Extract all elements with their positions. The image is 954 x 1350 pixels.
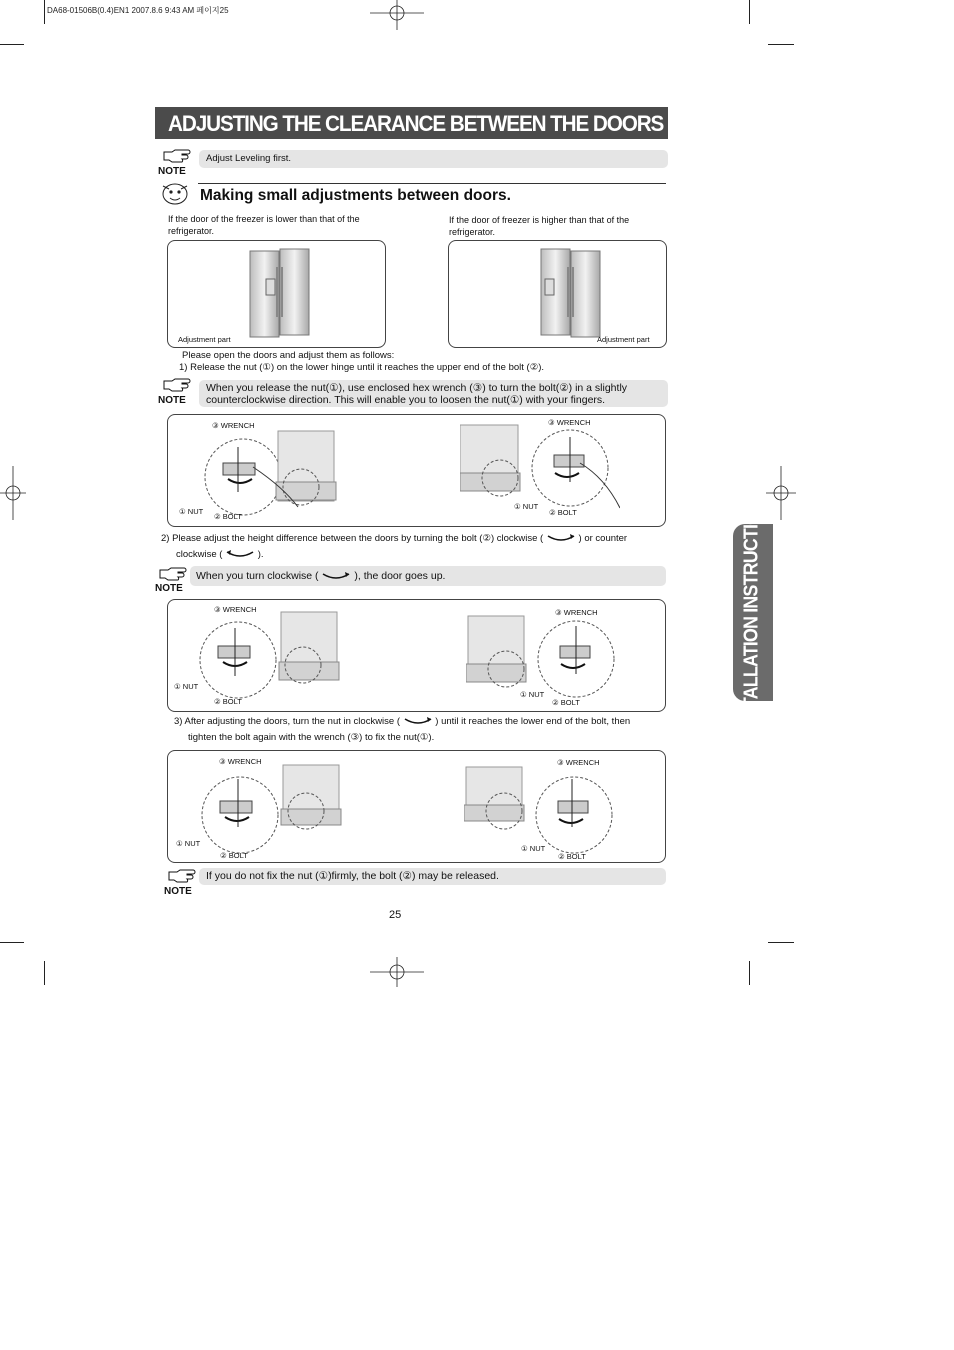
pointing-hand-icon — [167, 868, 197, 884]
bolt-label: ② BOLT — [220, 851, 248, 860]
clockwise-arrow-icon — [403, 716, 433, 726]
refrigerator-illustration — [246, 247, 312, 341]
nut-label: ① NUT — [176, 839, 201, 848]
figure-adjust-bolt — [167, 599, 666, 712]
adjustment-part-label: Adjustment part — [597, 335, 650, 344]
step-3-text-b: ) until it reaches the lower end of the bolt, then — [435, 716, 631, 727]
step-2-line2 — [176, 549, 264, 560]
mascot-icon — [158, 180, 192, 208]
crop-mark — [749, 0, 750, 24]
note-text: If you do not fix the nut (①)firmly, the bolt (②) may be released. — [206, 870, 499, 882]
crop-mark — [0, 942, 24, 943]
wrench-label: ③ WRENCH — [214, 605, 257, 614]
note-text — [196, 570, 445, 582]
bolt-label: ② BOLT — [549, 508, 577, 517]
page-number: 25 — [389, 909, 402, 921]
crop-mark — [44, 961, 45, 985]
note-label: NOTE — [155, 583, 183, 594]
step-3-text-a: 3) After adjusting the doors, turn the nut in clockwise ( — [174, 716, 401, 727]
note-label: NOTE — [164, 886, 192, 897]
hinge-illustration-left — [198, 763, 348, 858]
refrigerator-illustration — [537, 247, 603, 341]
bolt-label: ② BOLT — [552, 698, 580, 707]
crop-mark — [768, 942, 794, 943]
nut-label: ① NUT — [520, 690, 545, 699]
figure-freezer-lower — [167, 240, 386, 348]
caption-left-line2: refrigerator. — [168, 226, 215, 236]
nut-label: ① NUT — [174, 682, 199, 691]
bolt-label: ② BOLT — [214, 512, 242, 521]
registration-mark-bottom — [370, 957, 424, 987]
step-3-line2: tighten the bolt again with the wrench (③) to fix the nut(①). — [188, 732, 435, 743]
crop-mark — [0, 44, 24, 45]
side-tab-label: INSTALLATION INSTRUCTIONS — [740, 488, 763, 736]
page-title: ADJUSTING THE CLEARANCE BETWEEN THE DOORS — [168, 111, 664, 136]
caption-left-line1: If the door of the freezer is lower than that of the — [168, 214, 360, 224]
nut-label: ① NUT — [521, 844, 546, 853]
step-2-text-a: 2) Please adjust the height difference between the doors by turning the bolt (②) clockwise ( — [161, 533, 544, 544]
registration-mark-top — [370, 0, 424, 30]
crop-mark — [768, 44, 794, 45]
crop-mark — [749, 961, 750, 985]
caption-right-line1: If the door of freezer is higher than that of the — [449, 215, 630, 225]
note-label: NOTE — [158, 166, 186, 177]
hinge-illustration-left — [193, 610, 343, 705]
bolt-label: ② BOLT — [558, 852, 586, 861]
step-2-text-b: ) or counter — [578, 533, 628, 544]
step-2-text-c: clockwise ( — [176, 549, 223, 560]
note-label: NOTE — [158, 395, 186, 406]
clockwise-arrow-icon — [546, 533, 576, 543]
registration-mark-left — [0, 466, 26, 520]
hinge-illustration-right — [460, 423, 620, 523]
nut-label: ① NUT — [179, 507, 204, 516]
registration-mark-right — [766, 466, 796, 520]
pointing-hand-icon — [162, 148, 192, 164]
section-rule — [198, 183, 666, 184]
pointing-hand-icon — [162, 377, 192, 393]
hinge-illustration-right — [466, 614, 626, 709]
figure-release-nut — [167, 414, 666, 527]
nut-label: ① NUT — [514, 502, 539, 511]
hinge-illustration-left — [198, 427, 338, 522]
wrench-label: ③ WRENCH — [557, 758, 600, 767]
note-text-line1: When you release the nut(①), use enclosed hex wrench (③) to turn the bolt(②) in a slightly — [206, 382, 628, 394]
crop-mark — [44, 0, 45, 24]
note-3-text-a: When you turn clockwise ( — [196, 570, 319, 582]
note-3-text-b: ), the door goes up. — [354, 570, 446, 582]
caption-right-line2: refrigerator. — [449, 227, 496, 237]
step-2-line1 — [161, 533, 627, 544]
section-heading: Making small adjustments between doors. — [200, 187, 511, 204]
wrench-label: ③ WRENCH — [548, 418, 591, 427]
step-1: 1) Release the nut (①) on the lower hinge until it reaches the upper end of the bolt (②). — [179, 362, 545, 373]
pointing-hand-icon — [158, 566, 188, 582]
figure-freezer-higher — [448, 240, 667, 348]
wrench-label: ③ WRENCH — [219, 757, 262, 766]
counterclockwise-arrow-icon — [225, 549, 255, 559]
step-2-text-d: ). — [257, 549, 264, 560]
clockwise-arrow-icon — [321, 571, 351, 581]
wrench-label: ③ WRENCH — [212, 421, 255, 430]
print-header-code: DA68-01506B(0.4)EN1 2007.8.6 9:43 AM 페이지25 — [47, 6, 229, 15]
adjustment-part-label: Adjustment part — [178, 335, 231, 344]
bolt-label: ② BOLT — [214, 697, 242, 706]
wrench-label: ③ WRENCH — [555, 608, 598, 617]
note-text-line2: counterclockwise direction. This will enable you to loosen the nut(①) with your fingers. — [206, 394, 606, 406]
step-3-line1 — [174, 716, 630, 727]
note-text: Adjust Leveling first. — [206, 153, 292, 164]
intro-text: Please open the doors and adjust them as follows: — [182, 350, 395, 361]
figure-tighten-nut — [167, 750, 666, 863]
